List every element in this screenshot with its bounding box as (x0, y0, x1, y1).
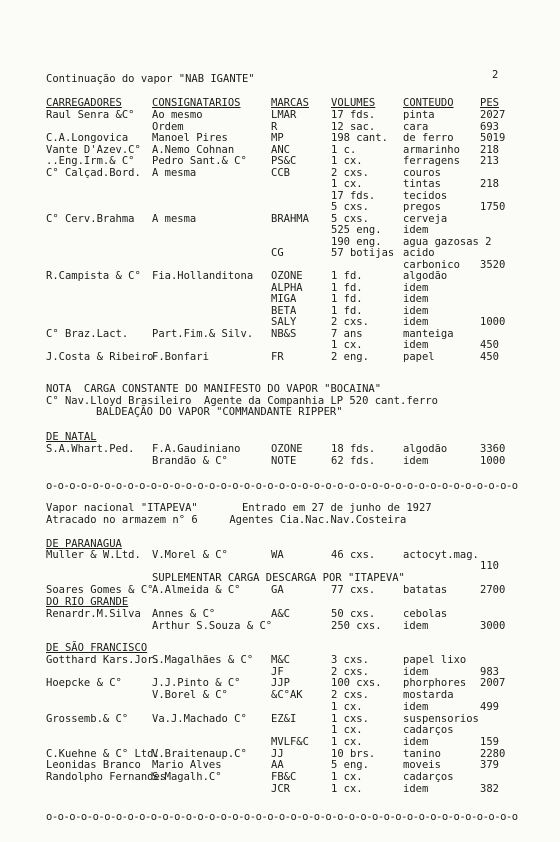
cell-marca: OZONE (271, 443, 303, 455)
page-number: 2 (492, 69, 499, 81)
cell-volumes: 2 cxs. (331, 689, 369, 702)
cell-volumes: 1 cx. (331, 735, 363, 748)
cell-peso: 3360 (480, 443, 506, 455)
cell-peso: 499 (480, 700, 499, 713)
cell-peso: 5019 (480, 132, 506, 144)
cell-carregador: C° Braz.Lact. (46, 327, 129, 340)
cell-volumes: 1 fd. (331, 293, 363, 305)
cell-volumes: 18 fds. (331, 443, 376, 455)
cell-conteudo: carbonico (403, 258, 460, 271)
cell-conteudo: de ferro (403, 132, 454, 144)
cell-volumes: 2 cxs. (331, 316, 369, 328)
cell-consignatario: Arthur S.Souza & C° (152, 620, 273, 632)
cell-carregador: Muller & W.Ltd. (46, 549, 141, 561)
cell-marca: R (271, 120, 278, 133)
cell-volumes: 1 cx. (331, 339, 363, 351)
cell-volumes: 1 cxs. (331, 712, 369, 725)
cell-consignatario: V.Braitenaup.C° (152, 747, 247, 760)
section-heading-paranagua: DE PARANAGUA (46, 538, 122, 550)
cell-volumes: 2 eng. (331, 350, 369, 363)
cell-peso: 379 (480, 759, 499, 772)
table-row (0, 690, 560, 702)
cell-peso: 3520 (480, 258, 506, 271)
cell-conteudo: suspensorios (403, 712, 479, 725)
cell-peso: 1750 (480, 201, 506, 213)
cell-volumes: 10 brs. (331, 747, 376, 760)
nota-line-3: BALDEAÇÃO DO VAPOR "COMMANDANTE RIPPER" (96, 406, 343, 418)
cell-volumes: 2 cxs. (331, 166, 369, 179)
cell-volumes: 1 cx. (331, 782, 363, 795)
cell-volumes: 100 cxs. (331, 677, 382, 690)
cell-volumes: 1 fd. (331, 270, 363, 282)
cell-conteudo: cara (403, 120, 429, 133)
cell-volumes: 1 cx. (331, 700, 363, 713)
cell-consignatario: S.Magalh.C° (152, 771, 222, 783)
cell-volumes: 525 eng. (331, 224, 382, 236)
cell-conteudo: idem (403, 281, 429, 294)
cell-carregador: Gotthard Kars.Jor. (46, 654, 160, 666)
cell-conteudo: armarinho (403, 143, 460, 156)
table-row (0, 329, 560, 341)
cell-consignatario: V.Borel & C° (152, 689, 228, 702)
cell-marca: NB&S (271, 327, 297, 340)
cell-volumes: 12 sac. (331, 120, 376, 133)
cell-volumes: 46 cxs. (331, 549, 376, 561)
cell-marca: BRAHMA (271, 212, 309, 225)
cell-marca: EZ&I (271, 712, 297, 725)
cell-consignatario: Part.Fim.& Silv. (152, 327, 254, 340)
cell-marca: M&C (271, 654, 290, 666)
cell-conteudo: cadarços (403, 724, 454, 737)
cell-peso: 1000 (480, 455, 506, 467)
cell-carregador: C.A.Longovica (46, 132, 129, 144)
nota-line-1: NOTA CARGA CONSTANTE DO MANIFESTO DO VAPOR "BOCAINA" (46, 383, 382, 395)
cell-peso: 159 (480, 735, 499, 748)
cell-marca: JJ (271, 747, 284, 760)
cell-volumes: 3 cxs. (331, 654, 369, 666)
section-heading-natal: DE NATAL (46, 431, 97, 443)
cell-conteudo: idem (403, 700, 429, 713)
table-row (0, 179, 560, 191)
cell-volumes: 57 botijas (331, 247, 395, 259)
cell-conteudo: tecidos (403, 189, 448, 202)
cell-conteudo: idem (403, 293, 429, 305)
cell-carregador: Soares Gomes & C° (46, 584, 154, 596)
cell-carregador: Vante D'Azev.C° (46, 143, 141, 156)
cell-volumes: 1 cx. (331, 724, 363, 737)
cell-consignatario: Brandão & C° (152, 455, 228, 467)
cell-conteudo: pregos (403, 201, 441, 213)
cell-volumes: 2 cxs. (331, 665, 369, 678)
cell-consignatario: Fia.Hollanditona (152, 270, 254, 282)
cell-volumes: 77 cxs. (331, 584, 376, 596)
cell-peso: 450 (480, 350, 499, 363)
cell-marca: AA (271, 759, 284, 772)
cell-marca: PS&C (271, 155, 297, 167)
cell-conteudo: idem (403, 224, 429, 236)
cell-marca: MP (271, 132, 284, 144)
cell-consignatario: S.Magalhães & C° (152, 654, 254, 666)
table-row (0, 191, 560, 203)
separator-line-1: o-o-o-o-o-o-o-o-o-o-o-o-o-o-o-o-o-o-o-o-o-o-o-o-o-o-o-o-o-o-o-o-o-o-o-o-o-o-o-o-o (46, 480, 518, 492)
cell-volumes: 1 c. (331, 143, 357, 156)
cell-conteudo: idem (403, 620, 429, 632)
cell-consignatario: Annes & C° (152, 608, 216, 620)
cell-marca: ALPHA (271, 281, 303, 294)
cell-peso: 218 (480, 143, 499, 156)
cell-peso: 450 (480, 339, 499, 351)
itapeva-line-2: Atracado no armazem n° 6 Agentes Cia.Nac.Nav.Costeira (46, 514, 407, 526)
cell-carregador: C° Cerv.Brahma (46, 212, 135, 225)
cell-conteudo: idem (403, 735, 429, 748)
cell-consignatario: J.J.Pinto & C° (152, 677, 241, 690)
cell-volumes: 250 cxs. (331, 620, 382, 632)
cell-peso: 2700 (480, 584, 506, 596)
cell-marca: JJP (271, 677, 290, 690)
cell-consignatario: Mario Alves (152, 759, 222, 772)
cell-conteudo: batatas (403, 584, 448, 596)
cell-marca: OZONE (271, 270, 303, 282)
cell-volumes: 7 ans (331, 327, 363, 340)
cell-marca: &C°AK (271, 689, 303, 702)
cell-marca: WA (271, 549, 284, 561)
cell-peso: 3000 (480, 620, 506, 632)
nota-line-2: C° Nav.Lloyd Brasileiro Agente da Companhia LP 520 cant.ferro (46, 395, 438, 407)
cell-marca: CG (271, 247, 284, 259)
cell-conteudo: idem (403, 304, 429, 317)
cell-carregador: ..Eng.Irm.& C° (46, 155, 135, 167)
cell-volumes: 1 cx. (331, 155, 363, 167)
cell-conteudo: cadarços (403, 771, 454, 783)
itapeva-line-1: Vapor nacional "ITAPEVA" Entrado em 27 de junho de 1927 (46, 502, 432, 514)
cell-volumes: 190 eng. (331, 235, 382, 248)
table-row (0, 214, 560, 226)
cell-marca: A&C (271, 608, 290, 620)
cell-conteudo: tintas (403, 178, 441, 190)
cell-conteudo: acido (403, 247, 435, 259)
column-header-marcas: MARCAS (271, 97, 309, 109)
cell-peso: 2007 (480, 677, 506, 690)
page-title: Continuação do vapor "NAB IGANTE" (46, 73, 255, 85)
cell-conteudo: moveis (403, 759, 441, 772)
cell-marca: FR (271, 350, 284, 363)
cell-consignatario: F.A.Gaudiniano (152, 443, 241, 455)
table-row (0, 168, 560, 180)
cell-marca: FB&C (271, 771, 297, 783)
cell-conteudo: tanino (403, 747, 441, 760)
cell-conteudo: papel (403, 350, 435, 363)
cell-volumes: 1 cx. (331, 178, 363, 190)
section-heading-sao-francisco: DE SÃO FRANCISCO (46, 642, 148, 654)
cell-peso: 693 (480, 120, 499, 133)
table-row (0, 609, 560, 621)
cell-marca: ANC (271, 143, 290, 156)
cell-marca: JCR (271, 782, 290, 795)
cell-conteudo: couros (403, 166, 441, 179)
cell-marca: BETA (271, 304, 297, 317)
cell-conteudo: mostarda (403, 689, 454, 702)
cell-volumes: 17 fds. (331, 109, 376, 121)
column-header-pes: PES (480, 97, 499, 109)
separator-line-2: o-o-o-o-o-o-o-o-o-o-o-o-o-o-o-o-o-o-o-o-o-o-o-o-o-o-o-o-o-o-o-o-o-o-o-o-o-o-o-o-o (46, 811, 518, 823)
cell-carregador: Grossemb.& C° (46, 712, 129, 725)
cell-marca: NOTE (271, 455, 297, 467)
table-row (0, 784, 560, 796)
cell-consignatario: Manoel Pires (152, 132, 228, 144)
cell-peso: 110 (480, 560, 499, 572)
cell-volumes: 5 cxs. (331, 201, 369, 213)
cell-peso: 2280 (480, 747, 506, 760)
cell-conteudo: idem (403, 339, 429, 351)
cell-conteudo: idem (403, 665, 429, 678)
cell-conteudo: pinta (403, 109, 435, 121)
cell-carregador: Renardr.M.Silva (46, 608, 141, 620)
table-row (0, 248, 560, 260)
cell-consignatario: Pedro Sant.& C° (152, 155, 247, 167)
cell-peso: 2027 (480, 109, 506, 121)
cell-consignatario: Ordem (152, 120, 184, 133)
cell-conteudo: manteiga (403, 327, 454, 340)
cell-carregador: J.Costa & Ribeiro (46, 350, 154, 363)
cell-conteudo: idem (403, 782, 429, 795)
cell-conteudo: cerveja (403, 212, 448, 225)
cell-conteudo: agua gazosas 2 (403, 235, 492, 248)
cell-volumes: 1 fd. (331, 281, 363, 294)
cell-carregador: R.Campista & C° (46, 270, 141, 282)
cell-consignatario: A.Almeida & C° (152, 584, 241, 596)
cell-carregador: Leonidas Branco (46, 759, 141, 772)
cell-volumes: 1 fd. (331, 304, 363, 317)
cell-carregador: C° Calçad.Bord. (46, 166, 141, 179)
cell-marca: MIGA (271, 293, 297, 305)
cell-consignatario: V.Morel & C° (152, 549, 228, 561)
cell-carregador: C.Kuehne & C° Ltd. (46, 747, 160, 760)
cell-volumes: 5 cxs. (331, 212, 369, 225)
table-row (0, 352, 560, 364)
cell-conteudo: cebolas (403, 608, 448, 620)
cell-marca: LMAR (271, 109, 297, 121)
cell-conteudo: idem (403, 455, 429, 467)
cell-conteudo: actocyt.mag. (403, 549, 479, 561)
cell-marca: MVLF&C (271, 735, 309, 748)
cell-peso: 382 (480, 782, 499, 795)
column-header-carregadores: CARREGADORES (46, 97, 122, 109)
cell-peso: 218 (480, 178, 499, 190)
cell-peso: 983 (480, 665, 499, 678)
cell-peso: 1000 (480, 316, 506, 328)
cell-carregador: S.A.Whart.Ped. (46, 443, 135, 455)
cell-marca: CCB (271, 166, 290, 179)
cell-marca: GA (271, 584, 284, 596)
table-row (0, 110, 560, 122)
cell-peso: 213 (480, 155, 499, 167)
cell-marca: JF (271, 665, 284, 678)
suplemento-heading: SUPLEMENTAR CARGA DESCARGA POR "ITAPEVA" (152, 572, 405, 584)
table-row (0, 621, 560, 633)
cell-volumes: 1 cx. (331, 771, 363, 783)
cell-volumes: 5 eng. (331, 759, 369, 772)
cell-conteudo: algodão (403, 270, 448, 282)
table-row (0, 456, 560, 468)
cell-consignatario: A mesma (152, 166, 197, 179)
cell-volumes: 17 fds. (331, 189, 376, 202)
cell-consignatario: A mesma (152, 212, 197, 225)
cell-conteudo: ferragens (403, 155, 460, 167)
cell-consignatario: F.Bonfari (152, 350, 209, 363)
cell-consignatario: Va.J.Machado C° (152, 712, 247, 725)
cell-conteudo: phorphores (403, 677, 467, 690)
table-row (0, 714, 560, 726)
cell-volumes: 198 cant. (331, 132, 388, 144)
section-heading-rio-grande: DO RIO GRANDE (46, 596, 129, 608)
cell-consignatario: Ao mesmo (152, 109, 203, 121)
column-header-consignatarios: CONSIGNATARIOS (152, 97, 241, 109)
cell-conteudo: papel lixo (403, 654, 467, 666)
cell-volumes: 62 fds. (331, 455, 376, 467)
cell-volumes: 50 cxs. (331, 608, 376, 620)
cell-carregador: Randolpho Fernandes (46, 771, 167, 783)
cell-consignatario: A.Nemo Cohnan (152, 143, 235, 156)
cell-carregador: Hoepcke & C° (46, 677, 122, 690)
column-header-volumes: VOLUMES (331, 97, 376, 109)
cell-conteudo: idem (403, 316, 429, 328)
cell-conteudo: algodão (403, 443, 448, 455)
column-header-conteudo: CONTEUDO (403, 97, 454, 109)
cell-carregador: Raul Senra &C° (46, 109, 135, 121)
cell-marca: SALY (271, 316, 297, 328)
table-row (0, 702, 560, 714)
